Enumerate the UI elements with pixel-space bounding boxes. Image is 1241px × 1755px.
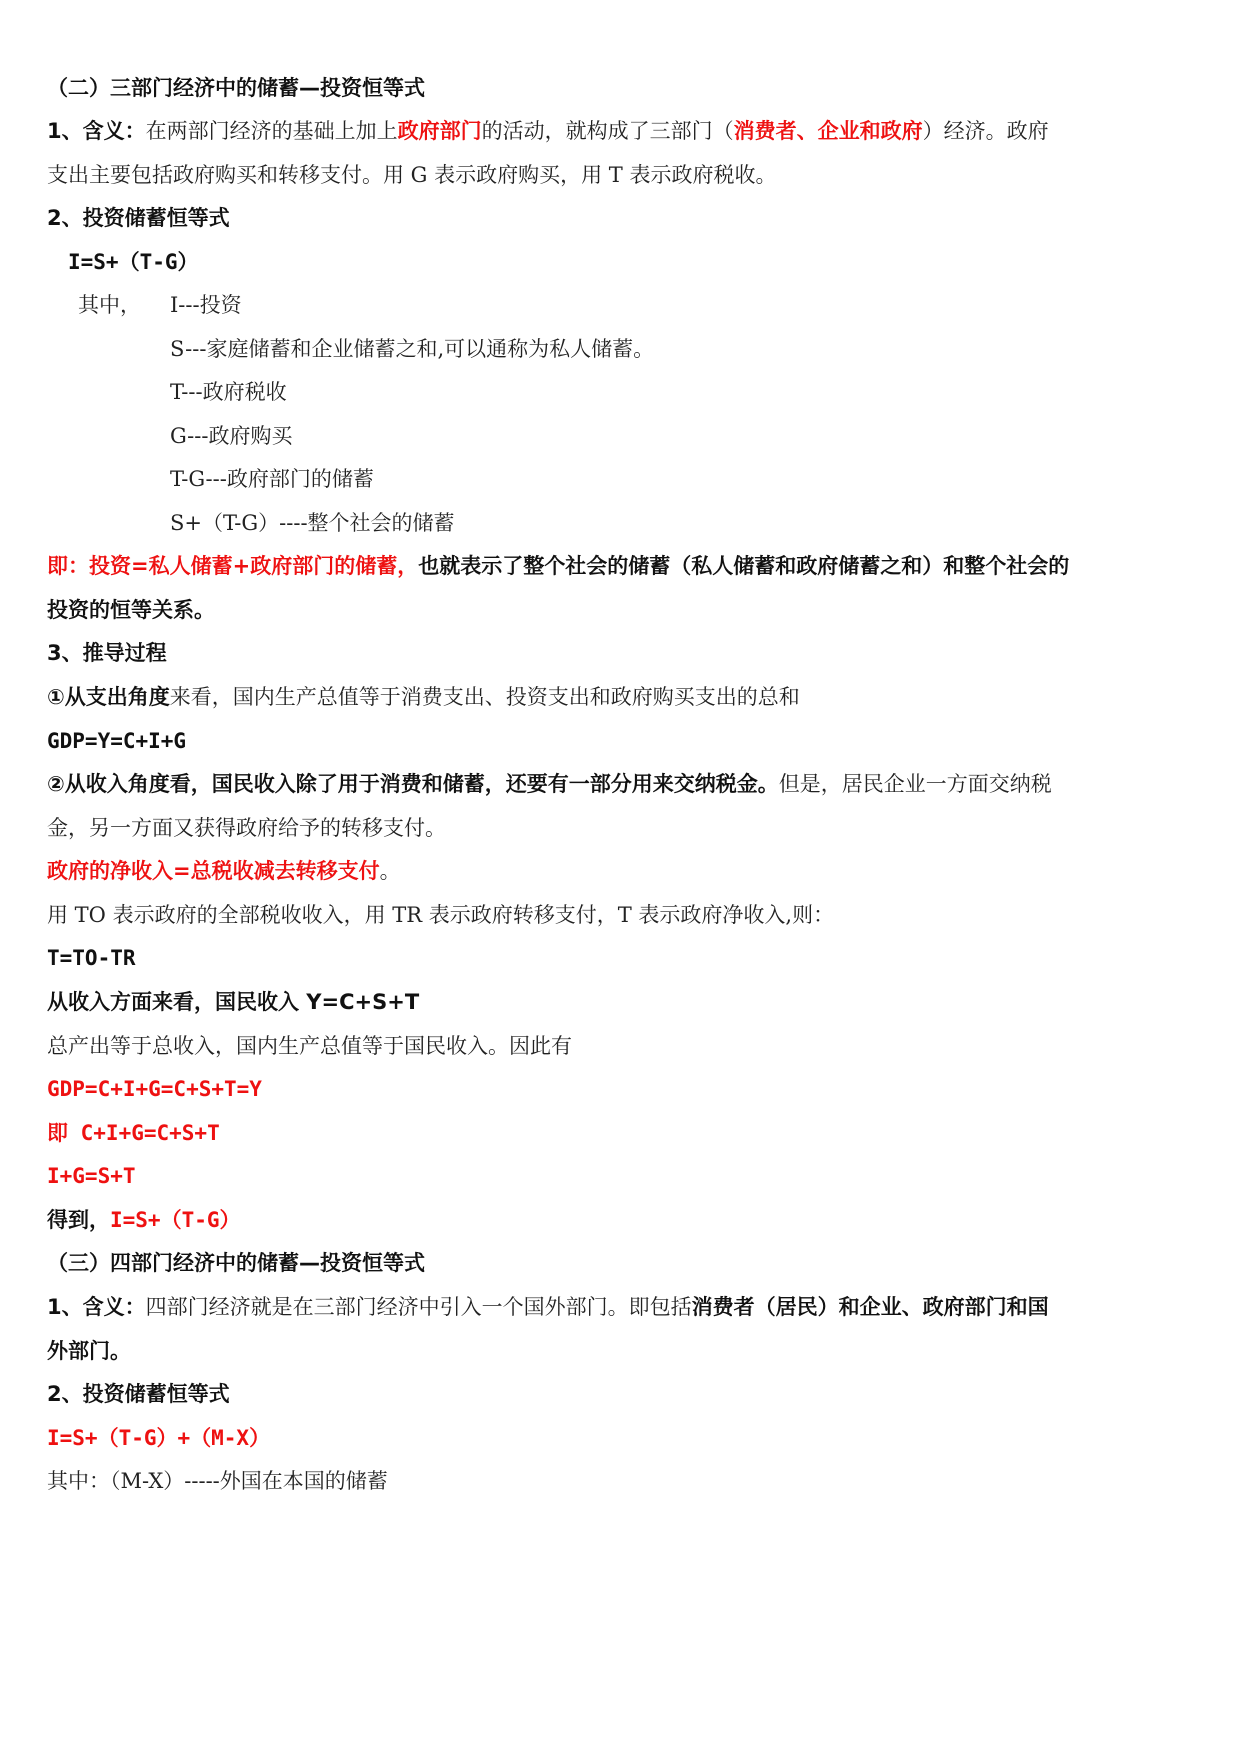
- highlight-three-sectors: 消费者、企业和政府: [733, 119, 923, 143]
- where-label: 其中，: [78, 293, 141, 317]
- definition-item: T---政府税收: [170, 380, 287, 404]
- income-line: [47, 770, 1052, 798]
- expenditure-text: 来看，国内生产总值等于消费支出、投资支出和政府购买支出的总和: [169, 685, 800, 709]
- tax-formula: T=TO-TR: [47, 946, 136, 970]
- definition-label: 1、含义：: [47, 1295, 146, 1319]
- equation-3: I+G=S+T: [47, 1164, 136, 1188]
- definition-item: G---政府购买: [170, 424, 293, 448]
- equation-2: 即 C+I+G=C+S+T: [47, 1121, 220, 1145]
- net-income-line: [47, 857, 401, 885]
- conclusion-highlight: 投资=私人储蓄+政府部门的储蓄，: [89, 554, 419, 578]
- income-text: 但是，居民企业一方面交纳税: [778, 772, 1052, 796]
- result-line: [47, 1206, 241, 1234]
- four-sector-identity-heading: 2、投资储蓄恒等式: [47, 1382, 230, 1406]
- highlight-government-sector: 政府部门: [397, 119, 482, 143]
- notation-line: 用 TO 表示政府的全部税收收入，用 TR 表示政府转移支付，T 表示政府净收入,则：: [47, 903, 835, 927]
- definition-item: I---投资: [170, 293, 242, 317]
- four-sector-formula: I=S+（T-G）+（M-X）: [47, 1426, 271, 1450]
- four-sector-definition-line: [47, 1293, 1049, 1321]
- conclusion-prefix: 即：: [47, 554, 89, 578]
- total-output-line: 总产出等于总收入，国内生产总值等于国民收入。因此有: [47, 1034, 572, 1058]
- definition-text: ）经济。政府: [922, 119, 1049, 143]
- definition-item: T-G---政府部门的储蓄: [170, 467, 374, 491]
- net-income-definition: 政府的净收入=总税收减去转移支付: [47, 859, 380, 883]
- four-sector-definition-line-2: 外部门。: [47, 1339, 131, 1363]
- conclusion-line: [47, 552, 1069, 580]
- definition-bold-text: 消费者（居民）和企业、政府部门和国: [691, 1295, 1049, 1319]
- four-sector-where-line: 其中：（M-X）-----外国在本国的储蓄: [47, 1469, 388, 1493]
- derivation-heading: 3、推导过程: [47, 641, 167, 665]
- definition-label: 1、含义：: [47, 119, 146, 143]
- definition-text: 四部门经济就是在三部门经济中引入一个国外部门。即包括: [145, 1295, 692, 1319]
- conclusion-text: 也就表示了整个社会的储蓄（私人储蓄和政府储蓄之和）和整个社会的: [418, 554, 1070, 578]
- definition-text: 在两部门经济的基础上加上: [145, 119, 398, 143]
- expenditure-line: [47, 683, 800, 711]
- income-bold-text: ②从收入角度看，国民收入除了用于消费和储蓄，还要有一部分用来交纳税金。: [47, 772, 779, 796]
- income-line-2: 金，另一方面又获得政府给予的转移支付。: [47, 816, 446, 840]
- net-income-end: 。: [379, 859, 401, 883]
- definition-line-2: 支出主要包括政府购买和转移支付。用 G 表示政府购买，用 T 表示政府税收。: [47, 163, 777, 187]
- result-formula: I=S+（T-G）: [110, 1208, 241, 1232]
- equation-1: GDP=C+I+G=C+S+T=Y: [47, 1077, 262, 1101]
- income-side-formula: 从收入方面来看，国民收入 Y=C+S+T: [47, 990, 420, 1014]
- expenditure-label: ①从支出角度: [47, 685, 170, 709]
- section-heading-four-sector: （三）四部门经济中的储蓄—投资恒等式: [47, 1251, 425, 1275]
- gdp-expenditure-formula: GDP=Y=C+I+G: [47, 729, 187, 753]
- section-heading-three-sector: （二）三部门经济中的储蓄—投资恒等式: [47, 76, 425, 100]
- definition-text: 的活动，就构成了三部门（: [481, 119, 734, 143]
- conclusion-line-2: 投资的恒等关系。: [47, 598, 215, 622]
- result-label: 得到，: [47, 1208, 110, 1232]
- identity-formula: I=S+（T-G）: [68, 250, 199, 274]
- definition-item: S+（T-G）----整个社会的储蓄: [170, 511, 455, 535]
- definition-item: S---家庭储蓄和企业储蓄之和,可以通称为私人储蓄。: [170, 337, 655, 361]
- definition-line: [47, 117, 1049, 145]
- identity-heading: 2、投资储蓄恒等式: [47, 206, 230, 230]
